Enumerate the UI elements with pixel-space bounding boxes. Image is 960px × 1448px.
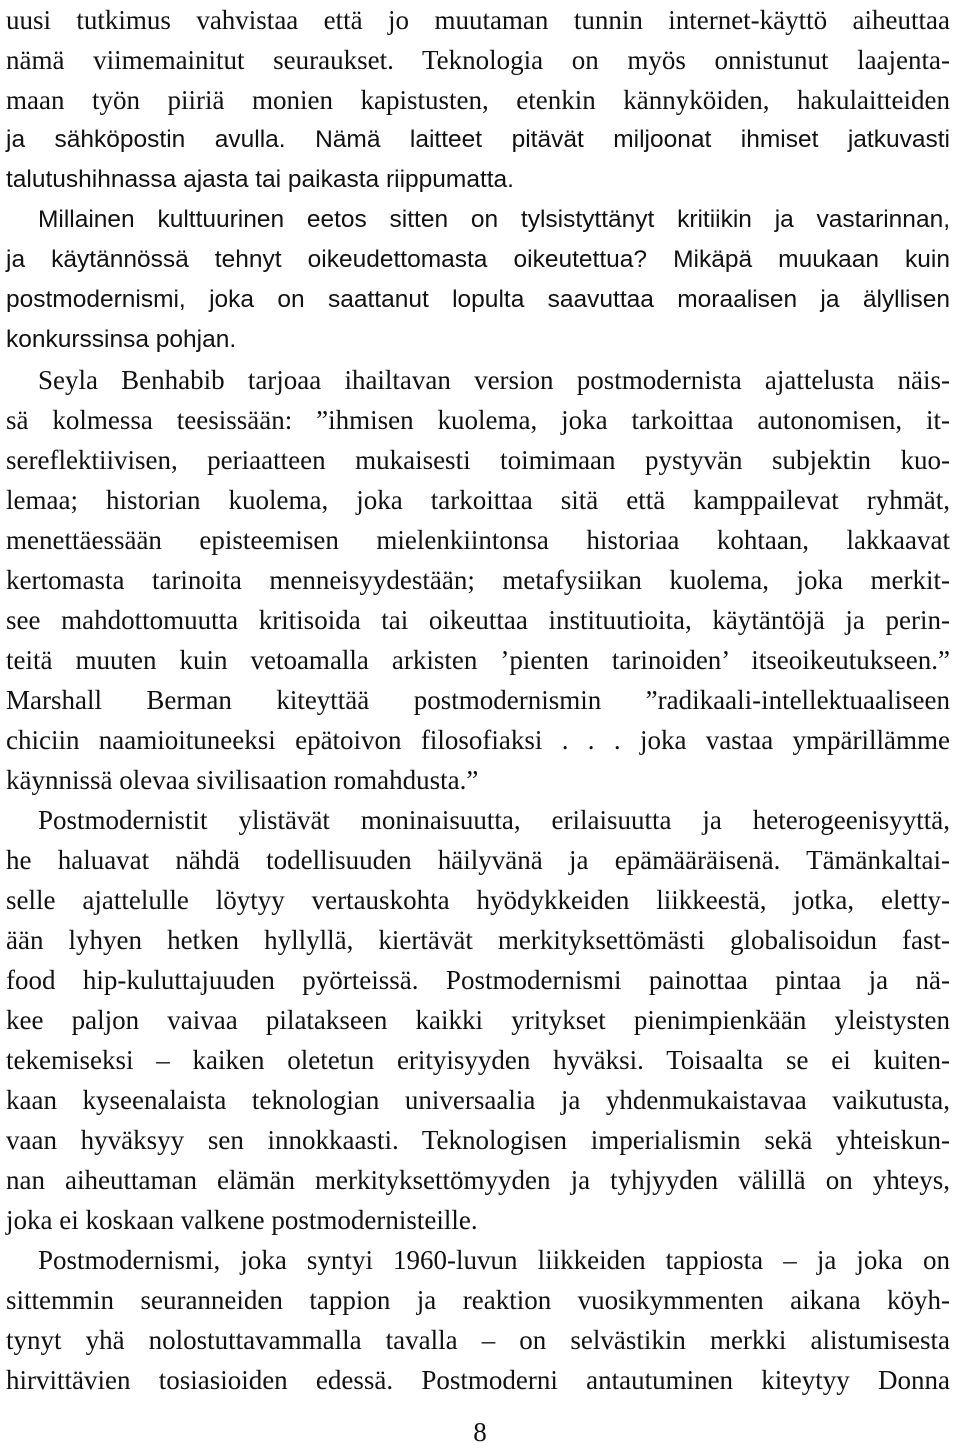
text-line: nan aiheuttaman elämän merkityksettömyyden ja tyhjyyden välillä on yhteys,	[6, 1165, 950, 1195]
text-line: ja käytännössä tehnyt oikeudettomasta oikeutettua? Mikäpä muukaan kuin	[6, 246, 950, 273]
text-line: see mahdottomuutta kritisoida tai oikeuttaa instituutioita, käytäntöjä ja perin-	[6, 605, 950, 635]
text-line: konkurssinsa pohjan.	[6, 326, 237, 353]
text-line: vaan hyväksyy sen innokkaasti. Teknologisen imperialismin sekä yhteiskun-	[6, 1125, 950, 1155]
page-number: 8	[473, 1417, 487, 1447]
text-line: käynnissä olevaa sivilisaation romahdusta.”	[6, 765, 479, 795]
text-line: tekemiseksi – kaiken oletetun erityisyyden hyväksi. Toisaalta se ei kuiten-	[6, 1045, 950, 1075]
text-line: Postmodernistit ylistävät moninaisuutta, erilaisuutta ja heterogeenisyyttä,	[38, 805, 950, 835]
text-line: kertomasta tarinoita menneisyydestään; metafysiikan kuolema, joka merkit-	[6, 565, 950, 595]
text-line: ään lyhyen hetken hyllyllä, kiertävät merkityksettömästi globalisoidun fast-	[6, 925, 950, 955]
text-line: teitä muuten kuin vetoamalla arkisten ’pienten tarinoiden’ itseoikeutukseen.”	[6, 645, 950, 675]
text-line: Millainen kulttuurinen eetos sitten on tylsistyttänyt kritiikin ja vastarinnan,	[38, 206, 950, 233]
text-line: sereflektiivisen, periaatteen mukaisesti toimimaan pystyvän subjektin kuo-	[6, 445, 950, 475]
text-line: tynyt yhä nolostuttavammalla tavalla – on selvästikin merkki alistumisesta	[6, 1325, 950, 1355]
text-line: food hip-kuluttajuuden pyörteissä. Postmodernismi painottaa pintaa ja nä-	[6, 965, 950, 995]
text-line: joka ei koskaan valkene postmodernisteille.	[6, 1205, 478, 1235]
text-line: lemaa; historian kuolema, joka tarkoittaa sitä että kamppailevat ryhmät,	[6, 485, 950, 515]
text-line: he haluavat nähdä todellisuuden häilyvänä ja epämääräisenä. Tämänkaltai-	[6, 845, 950, 875]
text-line: selle ajattelulle löytyy vertauskohta hyödykkeiden liikkeestä, jotka, eletty-	[6, 885, 950, 915]
text-line: menettäessään episteemisen mielenkiintonsa historiaa kohtaan, lakkaavat	[6, 525, 950, 555]
text-line: Seyla Benhabib tarjoaa ihailtavan version postmodernista ajattelusta näis-	[38, 365, 950, 395]
text-line: Postmodernismi, joka syntyi 1960-luvun liikkeiden tappiosta – ja joka on	[38, 1245, 950, 1275]
text-line: talutushihnassa ajasta tai paikasta riippumatta.	[6, 166, 514, 193]
text-line: uusi tutkimus vahvistaa että jo muutaman tunnin internet-käyttö aiheuttaa	[6, 5, 950, 35]
text-line: hirvittävien tosiasioiden edessä. Postmoderni antautuminen kiteytyy Donna	[6, 1365, 950, 1395]
text-line: postmodernismi, joka on saattanut lopulta saavuttaa moraalisen ja älyllisen	[6, 286, 950, 313]
text-line: ja sähköpostin avulla. Nämä laitteet pitävät miljoonat ihmiset jatkuvasti	[6, 126, 950, 153]
text-line: chiciin naamioituneeksi epätoivon filosofiaksi . . . joka vastaa ympärillämme	[6, 725, 950, 755]
text-line: nämä viimemainitut seuraukset. Teknologia on myös onnistunut laajenta-	[6, 45, 950, 75]
text-line: kaan kyseenalaista teknologian universaalia ja yhdenmukaistavaa vaikutusta,	[6, 1085, 950, 1115]
text-line: sittemmin seuranneiden tappion ja reaktion vuosikymmenten aikana köyh-	[6, 1285, 950, 1315]
text-line: maan työn piiriä monien kapistusten, etenkin kännyköiden, hakulaitteiden	[6, 85, 950, 115]
text-line: Marshall Berman kiteyttää postmodernismin ”radikaali-intellektuaaliseen	[6, 685, 950, 715]
text-line: sä kolmessa teesissään: ”ihmisen kuolema, joka tarkoittaa autonomisen, it-	[6, 405, 950, 435]
text-line: kee paljon vaivaa pilatakseen kaikki yritykset pienimpienkään yleistysten	[6, 1005, 950, 1035]
